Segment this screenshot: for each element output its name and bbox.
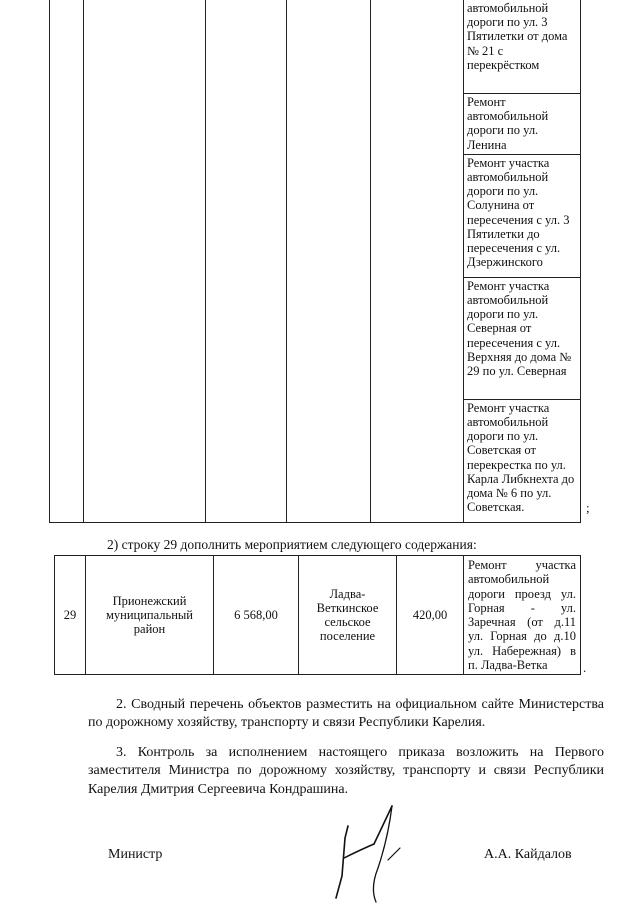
paragraph-3: 3. Контроль за исполнением настоящего приказа возложить на Первого заместителя Министра по дорожному хозяйству, транспорту и связи Республики Карелия Дмитрия Сергеевича Кондрашина.	[88, 745, 604, 797]
row-number: 29	[55, 556, 86, 675]
project-description	[464, 556, 581, 675]
table-row: Ремонт автомобильной дороги по ул. Ленина	[464, 94, 581, 155]
signatory-position: Министр	[108, 847, 163, 862]
description-line: Заречная (от д.11	[468, 615, 576, 630]
district-name: Прионежский муниципальный район	[86, 556, 214, 675]
description-line: дороги проезд ул.	[468, 586, 576, 601]
table-trailing-semicolon: ;	[586, 500, 590, 515]
signatory-name: А.А. Кайдалов	[484, 847, 572, 862]
col-number-empty	[50, 0, 84, 522]
row-29-table	[54, 555, 581, 675]
description-line: ул. Горная до д.10	[468, 629, 576, 644]
settlement-name: Ладва-Веткинское сельское поселение	[299, 556, 397, 675]
col-settlement-empty	[287, 0, 371, 522]
table-row: Ремонт участка автомобильной дороги по ул. Северная от пересечения с ул. Верхняя до дома № 29 по ул. Северная	[464, 277, 581, 399]
item-2-intro: 2) строку 29 дополнить мероприятием следующего содержания:	[107, 537, 477, 552]
description-line: Горная - ул.	[468, 600, 576, 615]
description-line: ул. Набережная) в	[468, 643, 576, 658]
continued-table	[49, 0, 581, 523]
handwritten-signature	[318, 798, 413, 905]
description-line: Ремонт участка	[468, 558, 576, 572]
col-amount-total-empty	[206, 0, 287, 522]
description-line: п. Ладва-Ветка	[468, 658, 548, 673]
col-district-empty	[84, 0, 206, 522]
amount: 420,00	[397, 556, 464, 675]
amount-total: 6 568,00	[214, 556, 299, 675]
table-row: Ремонт участка автомобильной дороги по ул. Советская от перекрестка по ул. Карла Либкнехта до дома № 6 по ул. Советская.	[464, 399, 581, 522]
table-trailing-period: .	[583, 660, 587, 675]
table-row: автомобильной дороги по ул. 3 Пятилетки от дома № 21 с перекрёстком	[464, 0, 581, 94]
table-row: Ремонт участка автомобильной дороги по ул. Солунина от пересечения с ул. 3 Пятилетки до пересечения с ул. Дзержинского	[464, 154, 581, 277]
description-line: автомобильной	[468, 572, 550, 587]
paragraph-2: 2. Сводный перечень объектов разместить на официальном сайте Министерства по дорожному хозяйству, транспорту и связи Республики Карелия.	[88, 697, 604, 731]
col-amount-empty	[371, 0, 464, 522]
